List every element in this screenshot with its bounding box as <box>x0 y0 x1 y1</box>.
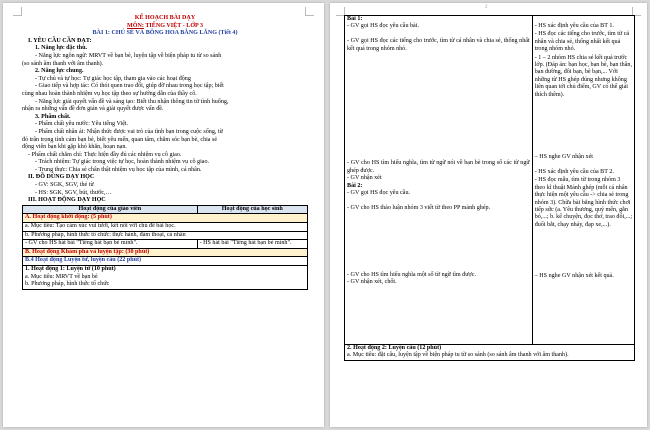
table-row <box>23 231 308 240</box>
table-row <box>345 345 635 361</box>
teacher-step: - GV cho HS thảo luận nhóm 3 viết từ theo PP mảnh ghép. <box>347 205 491 212</box>
table-row <box>23 223 308 232</box>
student-step <box>535 16 632 23</box>
table-row <box>23 240 308 249</box>
lesson-title: BÀI 1: CHÚ SẺ VÀ BÔNG HOA BẰNG LĂNG (Tiết 4) <box>92 30 238 37</box>
page-2-body <box>344 15 635 361</box>
table-row <box>23 257 308 266</box>
table-row <box>23 248 308 257</box>
sub-heading: 1. Năng lực đặc thù. <box>35 45 88 52</box>
body-text: - Phẩm chất nhân ái: Nhận thức được vai trò của tình bạn trong cuộc sống, từ <box>35 128 223 135</box>
exercise-2-heading: Bài 2: <box>347 182 363 189</box>
section-heading: I. YÊU CẦU CẦN ĐẠT: <box>28 37 92 44</box>
student-step: – HS nghe GV nhận xét <box>534 153 593 160</box>
sub-heading: 2. Năng lực chung. <box>35 68 84 75</box>
plan-title: KẾ HOẠCH BÀI DẠY <box>134 15 196 21</box>
section-heading: II. ĐỒ DÙNG DẠY HỌC <box>28 174 95 181</box>
activity-2-block <box>345 345 635 361</box>
body-text: - Phẩm chất yêu nước: Yêu tiếng Việt. <box>35 121 129 128</box>
activity-a-method: b. Phương pháp, hình thức tổ chức: thực hành, đàm thoại, cá nhân <box>23 231 308 240</box>
student-step: - HS xác định yêu cầu của BT 1. <box>534 23 614 29</box>
activity-1-title: 1. Hoạt động 1: Luyện từ (10 phút) <box>25 266 116 272</box>
activity-2-title: 2. Hoạt động 2: Luyện câu (12 phút) <box>347 345 442 351</box>
body-text: - Giao tiếp và hợp tác: Có thói quen trao đổi, giúp đỡ nhau trong học tập; biết <box>35 83 224 90</box>
body-text: đó trân trọng tình cảm bạn bè, biết yêu mến, quan tâm, chăm sóc bạn bè, chia sẻ <box>22 136 218 143</box>
page-number: 2 <box>485 5 488 10</box>
activity-table <box>22 205 308 290</box>
activity-2-goal: a. Mục tiêu: đặt câu, luyện tập về biện pháp tu từ so sánh (so sánh âm thanh với âm thanh). <box>347 352 569 359</box>
table-row <box>23 214 308 223</box>
body-text: - Năng lực ngôn ngữ: MRVT về bạn bè, luyện tập về biện pháp tu từ so sánh <box>35 52 222 59</box>
teacher-step: - GV cho HS tìm hiểu nghĩa một số từ ngữ tìm được. <box>347 272 476 279</box>
section-heading: III. HOẠT ĐỘNG DẠY HỌC <box>28 197 106 204</box>
body-text: nhận ra những vấn đề đơn giản và giải quyết được vấn đề. <box>22 106 164 113</box>
activity-a-title: A. Hoạt động khởi động: (5 phút) <box>23 214 308 223</box>
body-text: - Năng lực giải quyết vấn đề và sáng tạo: Biết thu nhận thông tin từ tình huống, <box>35 98 229 105</box>
document-page-2 <box>330 3 647 427</box>
body-text: - GV: SGK, SGV, thẻ từ <box>35 182 94 189</box>
subject-label: MÔN: <box>126 22 144 29</box>
student-step: - 1 – 2 nhóm HS chia sẻ kết quả trước lớp. (Đáp án: bạn học, bạn bè, bạn thân, bạn đường, đôi bạn, bè bạn,... Với những từ HS ghép đúng nhưng không liên quan tới chủ điểm, GV có thể giải thích thêm). <box>534 54 632 98</box>
table-header-row <box>23 205 308 214</box>
body-text: - Tự chủ và tự học: Tự giác học tập, tham gia vào các hoạt động <box>35 75 191 82</box>
body-text: (so sánh âm thanh với âm thanh). <box>22 60 104 67</box>
teacher-step: - GV gọi HS đọc các tiếng cho trước, tìm từ cá nhân và chia sẻ, thống nhất kết quả trong nhóm nhỏ. <box>347 38 530 52</box>
activity-b-title: B. Hoạt động Khám phá và luyện tập: (30 phút) <box>23 248 308 257</box>
activity-1-block <box>23 266 308 290</box>
table-row <box>345 16 635 345</box>
body-text: cùng nhau hoàn thành nhiệm vụ học tập theo sự hướng dẫn của thầy cô. <box>22 90 197 97</box>
student-step: - HS đọc mẫu, tìm từ trong nhóm 3 theo kĩ thuật Mảnh ghép (mỗi cá nhân thực hiện một yêu cầu -> chia sẻ trong nhóm 3). Chữa bài bằng hình thức chơi tiếp sức (a. Yêu thương, quý mến, gắn bó,...; b. kể chuyện, đọc thơ, trao đổi,...; đuổi bắt, chạy nhảy, đạp xe,...). <box>534 177 633 228</box>
body-text: - Trách nhiệm: Tự giác trong việc tự học, hoàn thành nhiệm vụ cô giao. <box>35 159 210 166</box>
subject-value: TIẾNG VIỆT - LỚP 3 <box>145 22 204 29</box>
activity-1-method: b. Phương pháp, hình thức tổ chức <box>25 281 110 288</box>
student-step: - HS xác định yêu cầu của BT 2. <box>534 169 614 176</box>
teacher-column <box>345 16 533 345</box>
page-1-body <box>22 15 308 290</box>
activity-b4-title: B.4 Hoạt động Luyện từ, luyện câu (22 phút) <box>23 257 308 266</box>
activity-a-goal: a. Mục tiêu: Tạo cảm xúc vui tươi, kết nối với chủ đề bài học. <box>23 223 308 232</box>
body-text: - Trung thực: Chia sẻ chân thật nhiệm vụ học tập của mình, cá nhân. <box>35 166 202 173</box>
exercise-1-heading: Bài 1: <box>347 16 363 22</box>
sub-heading: 3. Phẩm chất. <box>35 113 71 120</box>
activity-a-student: - HS hát bài "Tiếng hát bạn bè mình". <box>197 240 307 249</box>
student-column <box>532 16 634 345</box>
column-header-student: Hoạt động của học sinh <box>197 205 307 214</box>
document-page-1 <box>3 3 324 427</box>
teacher-step: - GV gọi HS đọc yêu cầu bài. <box>347 23 419 30</box>
table-row <box>23 266 308 290</box>
teacher-step: - GV gọi HS đọc yêu cầu. <box>347 190 411 197</box>
column-header-teacher: Hoạt động của giáo viên <box>23 205 198 214</box>
crop-mark <box>13 7 22 16</box>
activity-a-teacher: - GV cho HS hát bài "Tiếng hát bạn bè mình". <box>23 240 198 249</box>
body-text: - Phẩm chất chăm chỉ: Thực hiện đầy đủ các nhiệm vụ cô giao. <box>28 151 182 158</box>
teacher-step: - GV nhận xét, chốt. <box>347 279 397 286</box>
teacher-step: - GV nhận xét <box>347 175 382 182</box>
activity-1-goal: a. Mục tiêu: MRVT về bạn bè <box>25 273 98 280</box>
student-step: - HS đọc các tiếng cho trước, tìm từ cá nhân và chia sẻ, thống nhất kết quả trong nhóm nhỏ. <box>534 31 630 53</box>
teacher-step: - GV cho HS tìm hiểu nghĩa, tìm từ ngữ nói về bạn bè trong số các từ ngữ ghép được. <box>347 160 530 174</box>
body-text: động viên bạn khi gặp khó khăn, hoạn nạn. <box>22 144 127 151</box>
activity-table-continued <box>344 15 635 361</box>
student-step: – HS nghe GV nhận xét kết quả. <box>534 273 614 280</box>
body-text: - HS: SGK, SGV, bút, thước,… <box>35 189 112 196</box>
